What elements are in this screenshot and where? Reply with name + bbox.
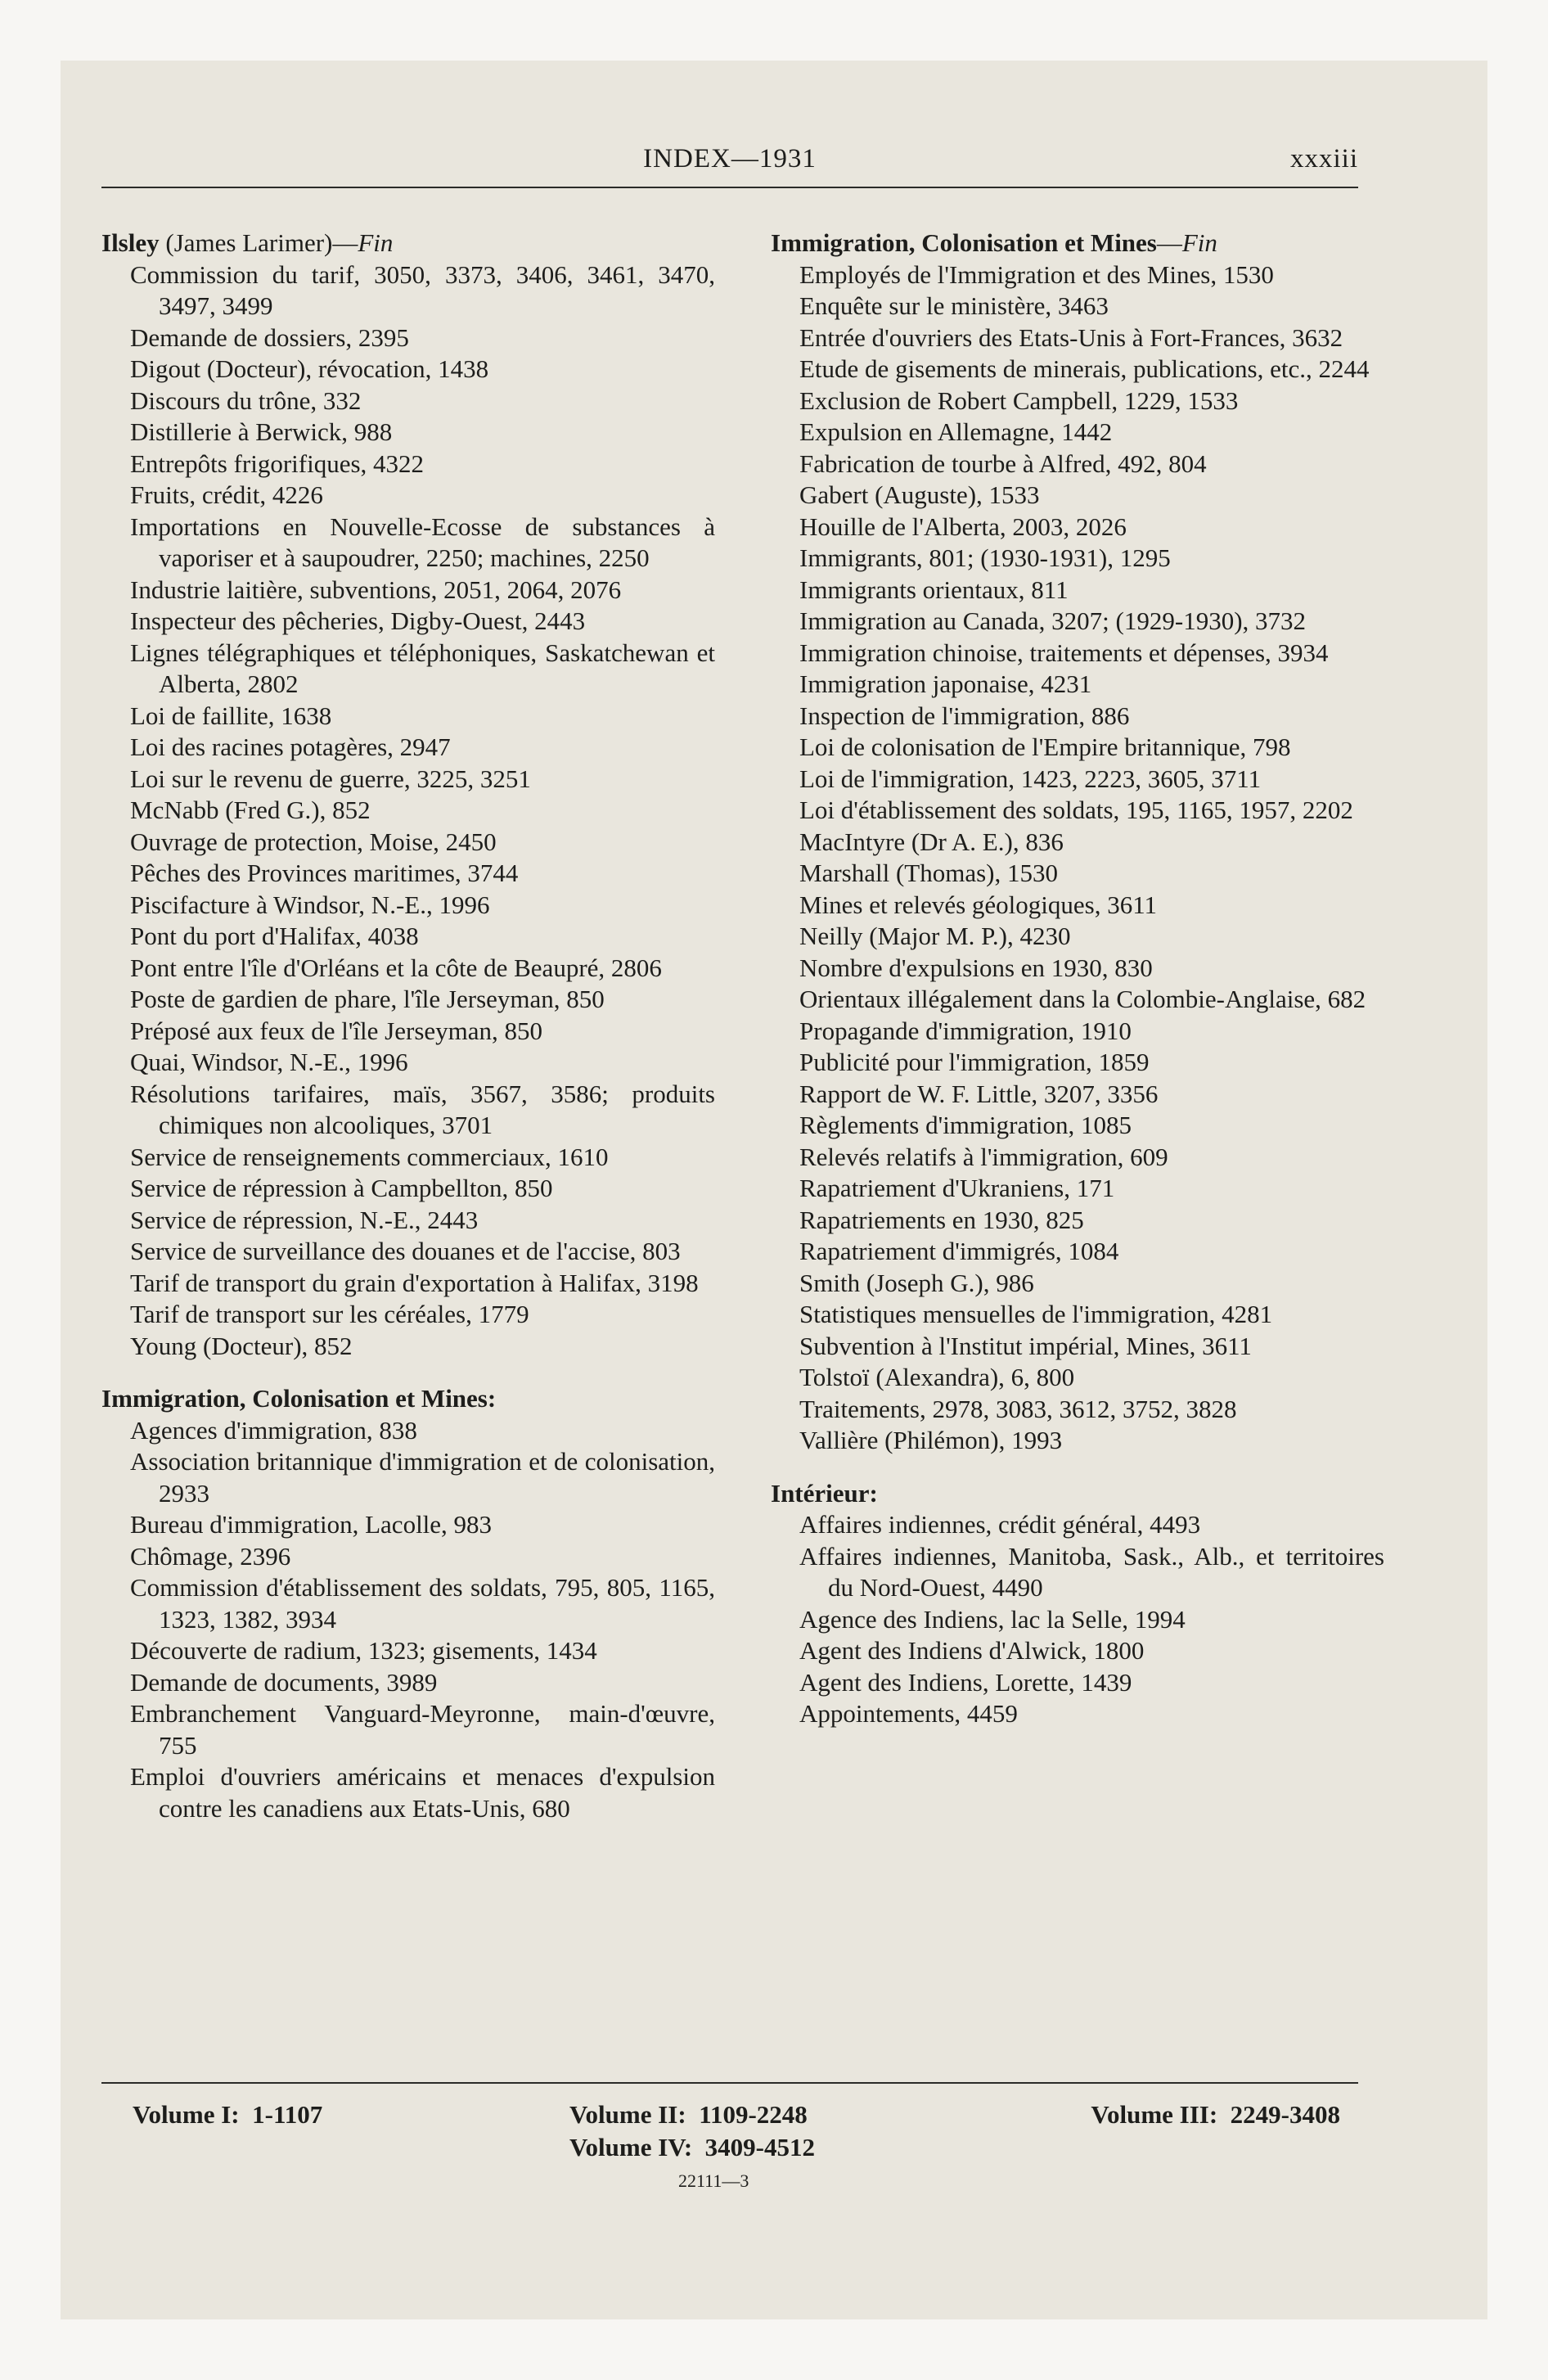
index-entry: Immigration au Canada, 3207; (1929-1930), 3732 — [799, 606, 1307, 635]
index-entry: Distillerie à Berwick, 988 — [130, 417, 393, 446]
index-heading-ilsley: Ilsley (James Larimer)—Fin — [101, 228, 394, 257]
footer-rule — [101, 2082, 1358, 2084]
index-entry: Houille de l'Alberta, 2003, 2026 — [799, 512, 1127, 541]
index-entry: Agent des Indiens, Lorette, 1439 — [799, 1667, 1132, 1697]
index-entry: Young (Docteur), 852 — [130, 1331, 353, 1360]
immigration-entries — [101, 1415, 715, 1825]
volume-3: Volume III: 2249-3408 — [1091, 2100, 1340, 2129]
ilsley-entries — [101, 259, 715, 1363]
index-entry: Embranchement Vanguard-Meyronne, main-d'œuvre, 755 — [130, 1699, 715, 1760]
right-column — [771, 228, 1384, 1730]
interieur-entries — [771, 1509, 1384, 1730]
index-entry: Industrie laitière, subventions, 2051, 2064, 2076 — [130, 575, 622, 604]
header-rule — [101, 187, 1358, 188]
index-entry: Service de surveillance des douanes et de l'accise, 803 — [130, 1237, 681, 1265]
immigration-continued-entries — [771, 259, 1384, 1457]
index-entry: Digout (Docteur), révocation, 1438 — [130, 354, 489, 383]
index-page — [101, 141, 1384, 2211]
index-entry: Tarif de transport du grain d'exportation à Halifax, 3198 — [130, 1268, 699, 1297]
volume-footer — [101, 2100, 1358, 2198]
left-column — [101, 228, 715, 1824]
index-entry: Lignes télégraphiques et téléphoniques, Saskatchewan et Alberta, 2802 — [130, 638, 715, 698]
index-entry: Employés de l'Immigration et des Mines, 1530 — [799, 259, 1274, 289]
index-entry: Entrepôts frigorifiques, 4322 — [130, 449, 425, 478]
index-entry: Immigrants orientaux, 811 — [799, 575, 1069, 604]
index-entry: Poste de gardien de phare, l'île Jerseyman, 850 — [130, 985, 605, 1013]
index-entry: Loi de faillite, 1638 — [130, 701, 332, 730]
signature-mark: 22111—3 — [678, 2170, 749, 2191]
index-entry: Etude de gisements de minerais, publications, etc., 2244 — [799, 354, 1370, 383]
index-entry: Agence des Indiens, lac la Selle, 1994 — [799, 1604, 1186, 1634]
index-entry: Bureau d'immigration, Lacolle, 983 — [130, 1510, 493, 1539]
index-entry: Traitements, 2978, 3083, 3612, 3752, 3828 — [799, 1394, 1237, 1423]
index-entry: Service de renseignements commerciaux, 1610 — [130, 1142, 609, 1171]
index-entry: Demande de dossiers, 2395 — [130, 322, 409, 352]
index-entry: Pont du port d'Halifax, 4038 — [130, 922, 419, 950]
index-entry: Commission d'établissement des soldats, 795, 805, 1165, 1323, 1382, 3934 — [130, 1573, 715, 1634]
volume-2: Volume II: 1109-2248 — [569, 2100, 808, 2129]
index-entry: Service de répression à Campbellton, 850 — [130, 1174, 553, 1202]
index-entry: Fabrication de tourbe à Alfred, 492, 804 — [799, 449, 1207, 478]
index-entry: Pêches des Provinces maritimes, 3744 — [130, 859, 519, 887]
index-entry: Nombre d'expulsions en 1930, 830 — [799, 953, 1153, 982]
index-entry: Découverte de radium, 1323; gisements, 1434 — [130, 1636, 597, 1665]
index-entry: Importations en Nouvelle-Ecosse de substances à vaporiser et à saupoudrer, 2250; machines, 2250 — [130, 512, 715, 572]
index-entry: Immigration chinoise, traitements et dépenses, 3934 — [799, 638, 1329, 667]
index-entry: Résolutions tarifaires, maïs, 3567, 3586; produits chimiques non alcooliques, 3701 — [130, 1079, 715, 1139]
index-entry: Expulsion en Allemagne, 1442 — [799, 417, 1113, 446]
page-number: xxxiii — [1289, 144, 1358, 174]
volume-1: Volume I: 1-1107 — [133, 2100, 323, 2129]
volume-4: Volume IV: 3409-4512 — [569, 2133, 815, 2161]
index-entry: Exclusion de Robert Campbell, 1229, 1533 — [799, 385, 1239, 415]
index-heading-interieur: Intérieur: — [771, 1478, 878, 1508]
index-entry: MacIntyre (Dr A. E.), 836 — [799, 827, 1064, 856]
index-entry: Statistiques mensuelles de l'immigration, 4281 — [799, 1300, 1273, 1328]
index-entry: Inspecteur des pêcheries, Digby-Ouest, 2443 — [130, 606, 586, 635]
index-entry: Discours du trône, 332 — [130, 385, 362, 415]
index-entry: Smith (Joseph G.), 986 — [799, 1268, 1034, 1297]
index-entry: Commission du tarif, 3050, 3373, 3406, 3461, 3470, 3497, 3499 — [130, 259, 715, 320]
index-entry: Agences d'immigration, 838 — [130, 1415, 417, 1445]
index-heading-immigration-continued: Immigration, Colonisation et Mines—Fin — [771, 228, 1217, 257]
index-entry: Loi sur le revenu de guerre, 3225, 3251 — [130, 764, 531, 793]
index-entry: Demande de documents, 3989 — [130, 1667, 438, 1697]
index-entry: Appointements, 4459 — [799, 1699, 1018, 1728]
index-entry: Service de répression, N.-E., 2443 — [130, 1205, 479, 1234]
index-entry: Loi d'établissement des soldats, 195, 1165, 1957, 2202 — [799, 796, 1353, 824]
index-entry: Affaires indiennes, crédit général, 4493 — [799, 1510, 1201, 1539]
index-entry: Association britannique d'immigration et de colonisation, 2933 — [130, 1447, 715, 1508]
index-entry: Publicité pour l'immigration, 1859 — [799, 1048, 1150, 1076]
index-entry: Immigrants, 801; (1930-1931), 1295 — [799, 543, 1171, 572]
index-entry: Tarif de transport sur les céréales, 1779 — [130, 1300, 529, 1328]
index-entry: Rapatriements en 1930, 825 — [799, 1205, 1084, 1234]
index-entry: Loi des racines potagères, 2947 — [130, 732, 451, 761]
page-title: INDEX—1931 — [643, 144, 817, 174]
index-entry: Tolstoï (Alexandra), 6, 800 — [799, 1363, 1075, 1391]
index-entry: Marshall (Thomas), 1530 — [799, 859, 1058, 887]
index-entry: Rapatriement d'immigrés, 1084 — [799, 1237, 1119, 1265]
index-entry: Neilly (Major M. P.), 4230 — [799, 922, 1071, 950]
index-entry: Propagande d'immigration, 1910 — [799, 1016, 1132, 1045]
index-entry: Fruits, crédit, 4226 — [130, 480, 323, 509]
index-entry: Agent des Indiens d'Alwick, 1800 — [799, 1636, 1145, 1665]
index-entry: Piscifacture à Windsor, N.-E., 1996 — [130, 890, 490, 919]
index-entry: Pont entre l'île d'Orléans et la côte de Beaupré, 2806 — [130, 953, 662, 982]
index-entry: Entrée d'ouvriers des Etats-Unis à Fort-Frances, 3632 — [799, 322, 1343, 352]
index-entry: Quai, Windsor, N.-E., 1996 — [130, 1048, 408, 1076]
index-entry: Loi de colonisation de l'Empire britannique, 798 — [799, 732, 1291, 761]
index-entry: Rapport de W. F. Little, 3207, 3356 — [799, 1079, 1159, 1108]
index-entry: Vallière (Philémon), 1993 — [799, 1426, 1063, 1454]
index-entry: Inspection de l'immigration, 886 — [799, 701, 1130, 730]
index-entry: Règlements d'immigration, 1085 — [799, 1111, 1132, 1139]
index-entry: Relevés relatifs à l'immigration, 609 — [799, 1142, 1168, 1171]
index-entry: Chômage, 2396 — [130, 1541, 291, 1571]
index-entry: Rapatriement d'Ukraniens, 171 — [799, 1174, 1115, 1202]
index-entry: Orientaux illégalement dans la Colombie-Anglaise, 682 — [799, 985, 1366, 1013]
index-entry: Immigration japonaise, 4231 — [799, 669, 1092, 698]
index-entry: Subvention à l'Institut impérial, Mines, 3611 — [799, 1331, 1252, 1360]
index-entry: McNabb (Fred G.), 852 — [130, 796, 371, 824]
index-entry: Gabert (Auguste), 1533 — [799, 480, 1040, 509]
index-entry: Préposé aux feux de l'île Jerseyman, 850 — [130, 1016, 543, 1045]
index-entry: Enquête sur le ministère, 3463 — [799, 291, 1109, 320]
index-entry: Ouvrage de protection, Moise, 2450 — [130, 827, 497, 856]
index-entry: Mines et relevés géologiques, 3611 — [799, 890, 1158, 919]
index-heading-immigration: Immigration, Colonisation et Mines: — [101, 1384, 497, 1413]
index-entry: Affaires indiennes, Manitoba, Sask., Alb., et territoires du Nord-Ouest, 4490 — [799, 1541, 1384, 1602]
page-header — [101, 141, 1358, 178]
index-entry: Emploi d'ouvriers américains et menaces d'expulsion contre les canadiens aux Etats-Unis, 680 — [130, 1762, 715, 1823]
index-entry: Loi de l'immigration, 1423, 2223, 3605, 3711 — [799, 764, 1262, 793]
